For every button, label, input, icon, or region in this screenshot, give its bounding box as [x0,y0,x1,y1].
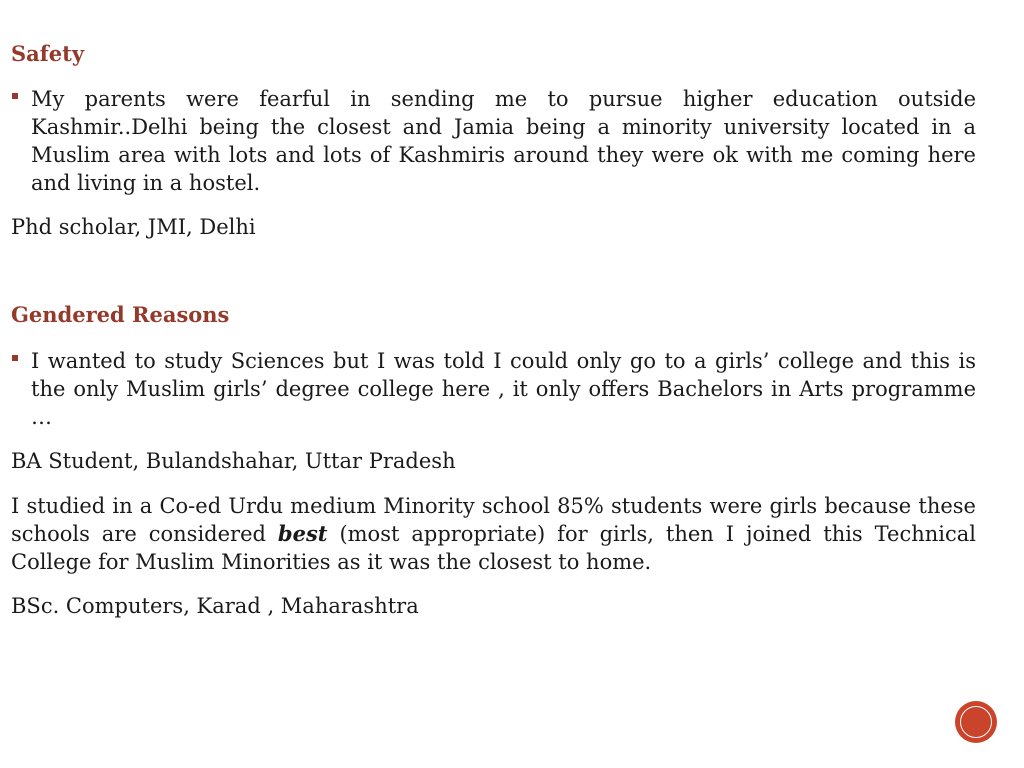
bullet-text: My parents were fearful in sending me to pursue higher education outside Kashmir..Delhi being the closest and Jamia being a minority university located in a Muslim area with lots and lots of Kashmiris around they were ok with me coming here and living in a hostel. [31,87,976,195]
square-bullet-icon [11,347,31,361]
quote-paragraph [11,492,976,576]
attribution-ba-student: BA Student, Bulandshahar, Uttar Pradesh [11,449,456,473]
attribution-bsc-computers: BSc. Computers, Karad , Maharashtra [11,594,419,618]
quote-text-end: (most appropriate) for girls, then I joined this Technical College for Muslim Minorities as it was the closest to home. [11,522,976,574]
section-heading-safety: Safety [11,41,85,66]
bullet-item-gendered [11,347,976,431]
square-bullet-icon [11,85,31,99]
bullet-item-safety [11,85,976,197]
attribution-phd-scholar: Phd scholar, JMI, Delhi [11,215,256,239]
section-heading-gendered-reasons: Gendered Reasons [11,302,230,327]
quote-emphasis: best [277,521,328,546]
bullet-text: I wanted to study Sciences but I was told I could only go to a girls’ college and this is the only Muslim girls’ degree college here , it only offers Bachelors in Arts programme … [31,349,976,429]
circle-logo-icon [955,701,997,743]
quote-text-start: I studied in a Co-ed Urdu medium Minority school 85% students were girls because these schools are considered [11,494,976,546]
